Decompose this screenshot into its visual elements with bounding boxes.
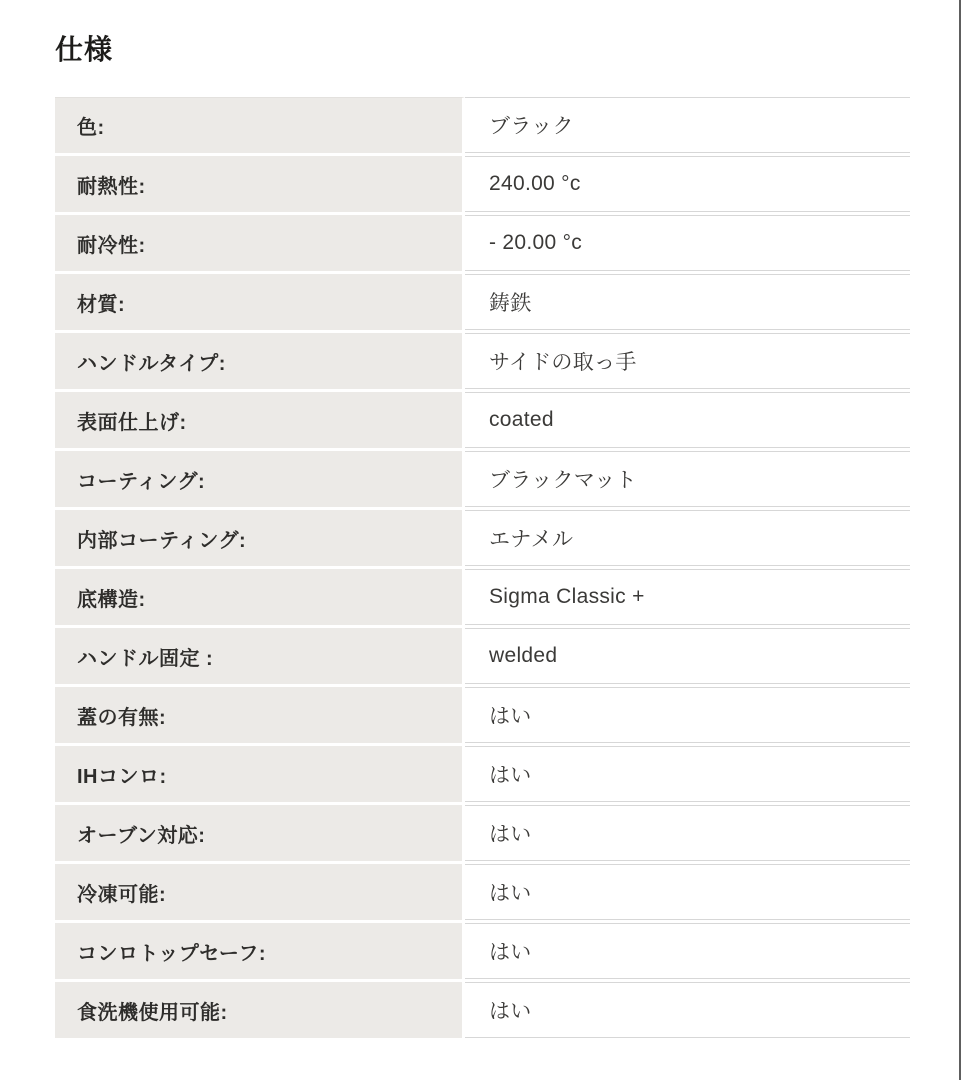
spec-label-cell: 冷凍可能: — [55, 864, 465, 920]
table-row — [55, 97, 910, 153]
spec-value-cell: - 20.00 °c — [465, 215, 910, 271]
spec-label-cell: コーティング: — [55, 451, 465, 507]
spec-table-body — [55, 97, 910, 1038]
screen-edge-line — [959, 0, 961, 1080]
spec-label-cell: ハンドルタイプ: — [55, 333, 465, 389]
spec-label-cell: 内部コーティング: — [55, 510, 465, 566]
spec-value-cell: はい — [465, 923, 910, 979]
table-row — [55, 864, 910, 920]
spec-value-cell: welded — [465, 628, 910, 684]
spec-value-cell: はい — [465, 746, 910, 802]
spec-label-cell: 耐冷性: — [55, 215, 465, 271]
spec-value-cell: はい — [465, 982, 910, 1038]
spec-value-cell: エナメル — [465, 510, 910, 566]
spec-value-cell: coated — [465, 392, 910, 448]
spec-value-cell: はい — [465, 805, 910, 861]
table-row — [55, 274, 910, 330]
spec-label-cell: 底構造: — [55, 569, 465, 625]
spec-label-cell: 蓋の有無: — [55, 687, 465, 743]
spec-value-cell: Sigma Classic + — [465, 569, 910, 625]
spec-value-cell: はい — [465, 864, 910, 920]
spec-label-cell: 材質: — [55, 274, 465, 330]
spec-label-cell: ハンドル固定 : — [55, 628, 465, 684]
spec-value-cell: ブラック — [465, 97, 910, 153]
table-row — [55, 392, 910, 448]
table-row — [55, 687, 910, 743]
spec-value-cell: はい — [465, 687, 910, 743]
table-row — [55, 510, 910, 566]
spec-label-cell: IHコンロ: — [55, 746, 465, 802]
spec-label-cell: オーブン対応: — [55, 805, 465, 861]
spec-table — [55, 94, 910, 1041]
table-row — [55, 569, 910, 625]
page-title: 仕様 — [55, 34, 114, 65]
spec-label-cell: コンロトップセーフ: — [55, 923, 465, 979]
spec-value-cell: サイドの取っ手 — [465, 333, 910, 389]
table-row — [55, 333, 910, 389]
spec-value-cell: 240.00 °c — [465, 156, 910, 212]
spec-label-cell: 表面仕上げ: — [55, 392, 465, 448]
table-row — [55, 156, 910, 212]
spec-label-cell: 色: — [55, 97, 465, 153]
table-row — [55, 746, 910, 802]
table-row — [55, 982, 910, 1038]
table-row — [55, 215, 910, 271]
table-row — [55, 923, 910, 979]
spec-label-cell: 食洗機使用可能: — [55, 982, 465, 1038]
table-row — [55, 451, 910, 507]
spec-value-cell: ブラックマット — [465, 451, 910, 507]
table-row — [55, 628, 910, 684]
spec-value-cell: 鋳鉄 — [465, 274, 910, 330]
spec-label-cell: 耐熱性: — [55, 156, 465, 212]
table-row — [55, 805, 910, 861]
